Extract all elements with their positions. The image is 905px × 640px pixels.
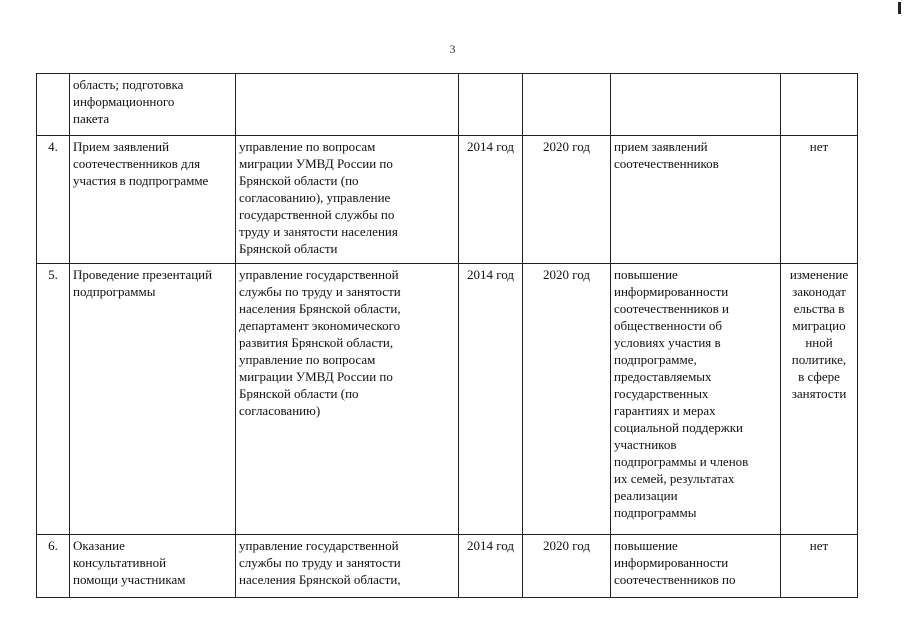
end-year-cell: 2020 год xyxy=(523,136,611,264)
executors-cell: управление государственной службы по труду и занятости населения Брянской области, департамент экономического развития Брянской области, управление по вопросам миграции УМВД России по Брянской области (по согласованию) xyxy=(236,264,459,535)
start-year-cell: 2014 год xyxy=(459,264,523,535)
event-cell: область; подготовка информационного пакета xyxy=(70,74,236,136)
end-year-cell: 2020 год xyxy=(523,535,611,598)
executors-cell xyxy=(236,74,459,136)
row-number-cell xyxy=(37,74,70,136)
table-row xyxy=(37,74,858,136)
executors-cell: управление по вопросам миграции УМВД России по Брянской области (по согласованию), управление государственной службы по труду и занятости населения Брянской области xyxy=(236,136,459,264)
expected-result-cell xyxy=(611,74,781,136)
page-number: 3 xyxy=(449,42,456,56)
executors-cell: управление государственной службы по труду и занятости населения Брянской области, xyxy=(236,535,459,598)
scan-edge-mark xyxy=(898,2,901,14)
start-year-cell: 2014 год xyxy=(459,535,523,598)
start-year-cell: 2014 год xyxy=(459,136,523,264)
expected-result-cell: прием заявлений соотечественников xyxy=(611,136,781,264)
table-row xyxy=(37,264,858,535)
expected-result-cell: повышение информированности соотечественников и общественности об условиях участия в подпрограмме, предоставляемых государственных гарантиях и мерах социальной поддержки участников подпрограммы и членов их семей, результатах реализации подпрограммы xyxy=(611,264,781,535)
row-number-cell: 4. xyxy=(37,136,70,264)
row-number-cell: 6. xyxy=(37,535,70,598)
event-cell: Оказание консультативной помощи участникам xyxy=(70,535,236,598)
event-cell: Прием заявлений соотечественников для участия в подпрограмме xyxy=(70,136,236,264)
end-year-cell: 2020 год xyxy=(523,264,611,535)
table-row xyxy=(37,136,858,264)
risk-cell: изменение законодат ельства в миграцио нной политике, в сфере занятости xyxy=(781,264,858,535)
start-year-cell xyxy=(459,74,523,136)
end-year-cell xyxy=(523,74,611,136)
event-cell: Проведение презентаций подпрограммы xyxy=(70,264,236,535)
risk-cell: нет xyxy=(781,535,858,598)
risk-cell xyxy=(781,74,858,136)
expected-result-cell: повышение информированности соотечественников по xyxy=(611,535,781,598)
table-row xyxy=(37,535,858,598)
measures-table xyxy=(36,73,858,598)
risk-cell: нет xyxy=(781,136,858,264)
row-number-cell: 5. xyxy=(37,264,70,535)
